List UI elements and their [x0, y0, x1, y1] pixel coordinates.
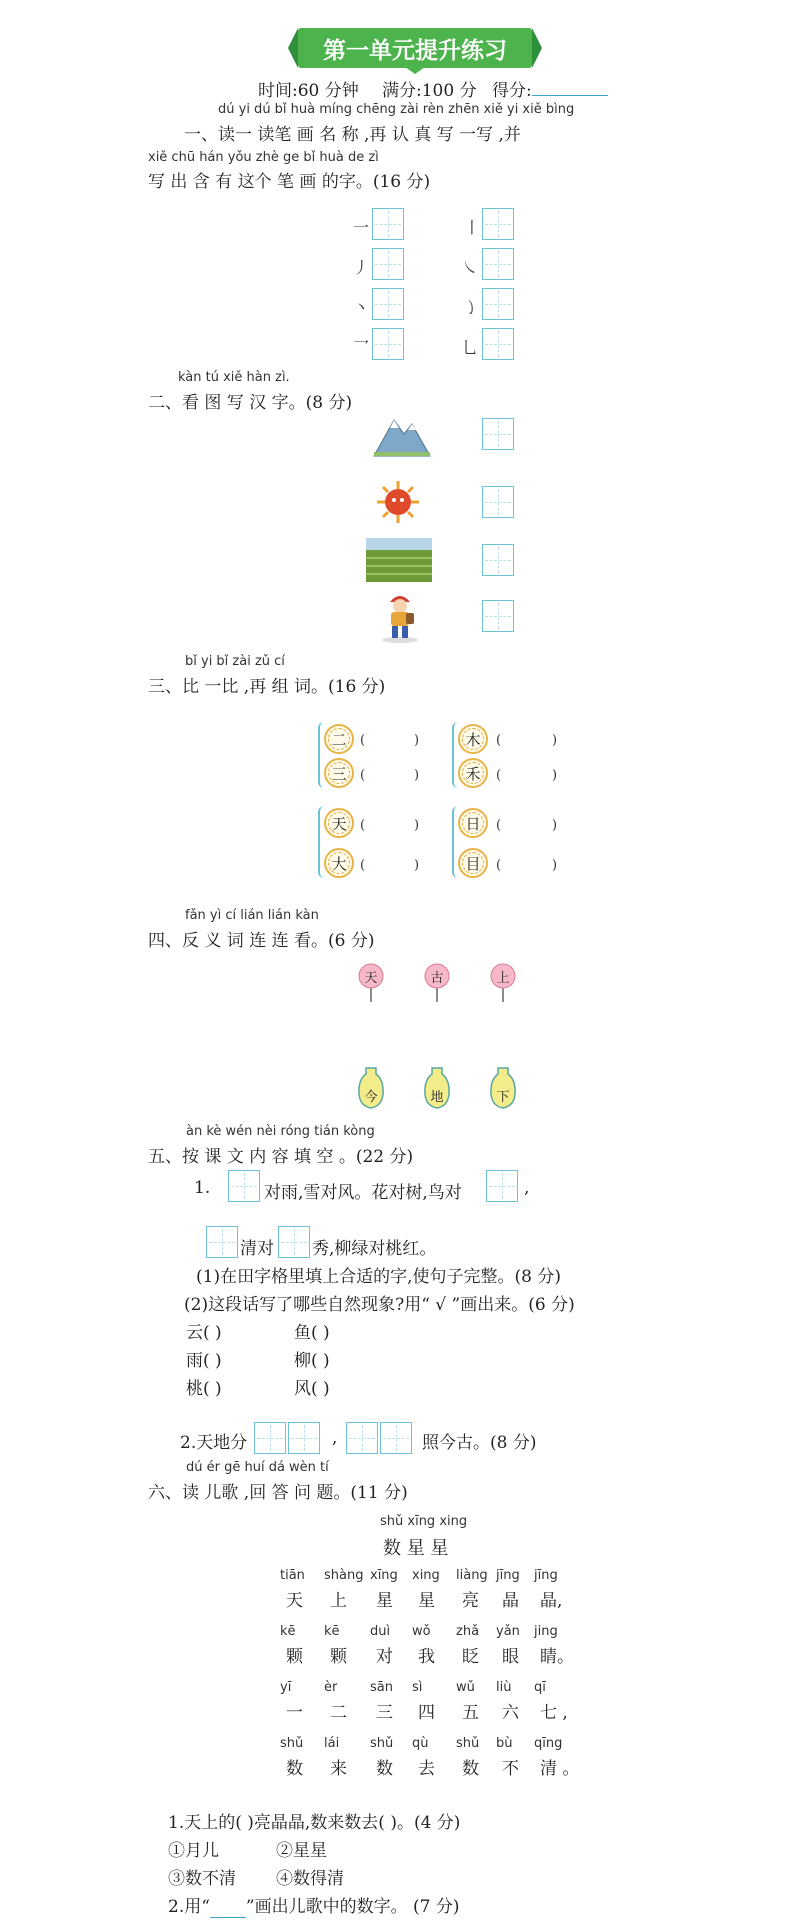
answer-paren-open: ( [360, 733, 366, 748]
poem-pinyin: bù [496, 1736, 513, 1751]
answer-paren-open: ( [360, 858, 366, 873]
poem-char: 去 [418, 1759, 435, 1779]
choice-item[interactable]: 桃( ) [186, 1379, 222, 1399]
q5-item2-b: 照今古。(8 分) [422, 1433, 537, 1453]
choice-item[interactable]: 鱼( ) [294, 1323, 330, 1343]
poem-char: 一 [286, 1703, 303, 1723]
poem-char: 数 [462, 1759, 479, 1779]
poem-pinyin: sì [412, 1680, 423, 1695]
q2-pinyin: kàn tú xiě hàn zì. [178, 370, 290, 385]
stroke-left-4: 乛 [353, 338, 370, 357]
vase[interactable] [356, 1066, 386, 1110]
poem-char: 数 [286, 1759, 303, 1779]
char-medal: 木 [458, 724, 488, 754]
answer-paren-close: ) [552, 733, 558, 748]
poem-char: 我 [418, 1647, 435, 1667]
vase-label: 今 [364, 1090, 378, 1105]
answer-paren-open: ( [360, 768, 366, 783]
poem-pinyin: qù [412, 1736, 429, 1751]
choice-item[interactable]: 云( ) [186, 1323, 222, 1343]
tianzige-box[interactable] [482, 248, 514, 280]
flower[interactable] [488, 962, 518, 1002]
got-label: 得分: [492, 81, 532, 101]
poem-pinyin: duì [370, 1624, 391, 1639]
q5-item2-comma: , [332, 1428, 338, 1448]
q4-pinyin: fǎn yì cí lián lián kàn [185, 908, 319, 923]
qa2-prefix: 2.用“ [168, 1897, 210, 1917]
answer-paren-close: ) [552, 768, 558, 783]
vase[interactable] [422, 1066, 452, 1110]
char-medal: 大 [324, 848, 354, 878]
char-medal: 二 [324, 724, 354, 754]
q6-pinyin: dú ér gē huí dá wèn tí [186, 1460, 329, 1475]
stroke-right-1: 丨 [464, 218, 481, 237]
tianzige-box[interactable] [254, 1422, 286, 1454]
poem-pinyin: wǔ [456, 1680, 475, 1695]
poem-char: 二 [330, 1703, 347, 1723]
q5-sub2: (2)这段话写了哪些自然现象?用“ √ ”画出来。(6 分) [184, 1295, 575, 1315]
q5-line: 五、按 课 文 内 容 填 空 。(22 分) [148, 1147, 414, 1167]
answer-paren-open: ( [496, 768, 502, 783]
poem-pinyin: shǔ [370, 1736, 394, 1751]
poem-char: 睛。 [540, 1647, 574, 1667]
poem-pinyin: lái [324, 1736, 340, 1751]
tianzige-box[interactable] [372, 328, 404, 360]
answer-paren-close: ) [414, 768, 420, 783]
answer-paren-close: ) [552, 858, 558, 873]
score-info: 满分:100 分 [382, 81, 477, 101]
q1-pinyin-2: xiě chū hán yǒu zhè ge bǐ huà de zì [148, 150, 379, 165]
poem-char: 晶, [540, 1591, 563, 1611]
poem-pinyin: shàng [324, 1568, 364, 1583]
poem-pinyin: sān [370, 1680, 393, 1695]
q5-item2-a: 2.天地分 [180, 1433, 248, 1453]
poem-pinyin: liù [496, 1680, 512, 1695]
person-picture [378, 590, 422, 644]
tianzige-box[interactable] [206, 1226, 238, 1258]
tianzige-box[interactable] [380, 1422, 412, 1454]
poem-pinyin: jīng [534, 1568, 558, 1583]
poem-char: 颗 [330, 1647, 347, 1667]
time-info: 时间:60 分钟 [258, 81, 359, 101]
choice-item[interactable]: 雨( ) [186, 1351, 222, 1371]
tianzige-box[interactable] [278, 1226, 310, 1258]
vase[interactable] [488, 1066, 518, 1110]
stroke-left-1: 一 [353, 218, 370, 237]
poem-pinyin: yī [280, 1680, 292, 1695]
tianzige-box[interactable] [486, 1170, 518, 1202]
poem-pinyin: jīng [496, 1568, 520, 1583]
tianzige-box[interactable] [482, 328, 514, 360]
answer-paren-open: ( [496, 733, 502, 748]
poem-char: 三 [376, 1703, 393, 1723]
flower-label: 古 [430, 971, 444, 986]
char-medal: 禾 [458, 758, 488, 788]
poem-pinyin: kē [324, 1624, 340, 1639]
answer-paren-close: ) [414, 733, 420, 748]
stroke-right-3: ㇁ [462, 298, 479, 317]
poem-pinyin: shǔ [456, 1736, 480, 1751]
option-d[interactable]: ④数得清 [276, 1869, 344, 1889]
stroke-right-4: 乚 [462, 338, 479, 357]
tianzige-box[interactable] [228, 1170, 260, 1202]
answer-paren-open: ( [360, 818, 366, 833]
poem-pinyin: xīng [370, 1568, 398, 1583]
poem-char: 晶 [502, 1591, 519, 1611]
char-medal: 三 [324, 758, 354, 788]
poem-char: 来 [330, 1759, 347, 1779]
flower[interactable] [422, 962, 452, 1002]
q1-pinyin-1: dú yi dú bǐ huà míng chēng zài rèn zhēn xiě yi xiě bìng [218, 102, 575, 117]
q5-pinyin: àn kè wén nèi róng tián kòng [186, 1124, 375, 1139]
poem-pinyin: èr [324, 1680, 338, 1695]
poem-pinyin: zhǎ [456, 1624, 480, 1639]
char-medal: 目 [458, 848, 488, 878]
poem-char: 六 [502, 1703, 519, 1723]
poem-char: 数 [376, 1759, 393, 1779]
tianzige-box[interactable] [482, 288, 514, 320]
q5-item1-b: 清对 [240, 1239, 274, 1259]
poem-char: 清 。 [540, 1759, 580, 1779]
flower-label: 天 [364, 971, 378, 986]
q1-line-1: 一、读一 读笔 画 名 称 ,再 认 真 写 一写 ,并 [184, 125, 521, 145]
qa2 [168, 1892, 460, 1918]
vase-label: 地 [430, 1090, 444, 1105]
tianzige-box[interactable] [346, 1422, 378, 1454]
q6-line: 六、读 儿歌 ,回 答 问 题。(11 分) [148, 1483, 408, 1503]
q3-line: 三、比 一比 ,再 组 词。(16 分) [148, 677, 386, 697]
poem-pinyin: kē [280, 1624, 296, 1639]
poem-pinyin: xing [412, 1568, 440, 1583]
stroke-left-2: 丿 [353, 258, 370, 277]
mountain-picture [372, 412, 432, 458]
tianzige-box[interactable] [482, 486, 514, 518]
char-medal: 天 [324, 808, 354, 838]
poem-pinyin: qīng [534, 1736, 563, 1751]
tianzige-box[interactable] [482, 544, 514, 576]
poem-char: 不 [502, 1759, 519, 1779]
poem-char: 颗 [286, 1647, 303, 1667]
poem-char: 五 [462, 1703, 479, 1723]
poem-char: 眼 [502, 1647, 519, 1667]
poem-char: 天 [286, 1591, 303, 1611]
poem-char: 星 [376, 1591, 393, 1611]
poem-pinyin: liàng [456, 1568, 488, 1583]
q5-item1-c: 秀,柳绿对桃红。 [312, 1239, 437, 1259]
poem-pinyin: yǎn [496, 1624, 520, 1639]
q5-item1-comma: , [524, 1178, 530, 1198]
answer-paren-close: ) [552, 818, 558, 833]
q1-line-2: 写 出 含 有 这个 笔 画 的字。(16 分) [148, 172, 431, 192]
q5-item1-a: 对雨,雪对风。花对树,鸟对 [264, 1183, 462, 1203]
choice-item[interactable]: 风( ) [294, 1379, 330, 1399]
score-blank[interactable] [532, 81, 608, 96]
tianzige-box[interactable] [482, 418, 514, 450]
title-banner-arrow [405, 67, 425, 74]
poem-pinyin: shǔ [280, 1736, 304, 1751]
flower[interactable] [356, 962, 386, 1002]
poem-char: 四 [418, 1703, 435, 1723]
q3-pinyin: bǐ yi bǐ zài zǔ cí [185, 654, 285, 669]
poem-pinyin: wǒ [412, 1624, 431, 1639]
poem-title: 数 星 星 [383, 1538, 449, 1559]
poem-title-pinyin: shǔ xīng xing [380, 1514, 468, 1529]
poem-pinyin: jing [534, 1624, 558, 1639]
qa2-suffix: ”画出儿歌中的数字。 (7 分) [245, 1897, 460, 1917]
stroke-right-2: ㇏ [462, 258, 479, 277]
title-banner [298, 28, 532, 68]
q5-sub1: (1)在田字格里填上合适的字,使句子完整。(8 分) [196, 1267, 561, 1287]
tianzige-box[interactable] [372, 248, 404, 280]
field-picture [366, 538, 432, 582]
vase-label: 下 [496, 1090, 510, 1105]
choice-item[interactable]: 柳( ) [294, 1351, 330, 1371]
tianzige-box[interactable] [288, 1422, 320, 1454]
poem-char: 七 , [540, 1703, 568, 1723]
stroke-left-3: 丶 [353, 298, 370, 317]
poem-char: 星 [418, 1591, 435, 1611]
q2-line: 二、看 图 写 汉 字。(8 分) [148, 393, 353, 413]
option-b[interactable]: ②星星 [276, 1841, 327, 1861]
option-c[interactable]: ③数不清 [168, 1869, 236, 1889]
flower-label: 上 [496, 971, 510, 986]
qa1: 1.天上的( )亮晶晶,数来数去( )。(4 分) [168, 1813, 461, 1833]
sun-picture [376, 480, 420, 524]
answer-paren-open: ( [496, 858, 502, 873]
answer-paren-close: ) [414, 858, 420, 873]
tianzige-box[interactable] [482, 600, 514, 632]
poem-char: 上 [330, 1591, 347, 1611]
underline-sample [210, 1897, 246, 1918]
answer-paren-close: ) [414, 818, 420, 833]
char-medal: 日 [458, 808, 488, 838]
tianzige-box[interactable] [482, 208, 514, 240]
got-info [492, 76, 608, 101]
tianzige-box[interactable] [372, 208, 404, 240]
answer-paren-open: ( [496, 818, 502, 833]
poem-pinyin: tiān [280, 1568, 305, 1583]
q5-item1-num: 1. [194, 1178, 211, 1198]
poem-char: 眨 [462, 1647, 479, 1667]
poem-pinyin: qī [534, 1680, 546, 1695]
tianzige-box[interactable] [372, 288, 404, 320]
poem-char: 对 [376, 1647, 393, 1667]
option-a[interactable]: ①月儿 [168, 1841, 219, 1861]
q4-line: 四、反 义 词 连 连 看。(6 分) [148, 931, 375, 951]
poem-char: 亮 [462, 1591, 479, 1611]
page-title: 第一单元提升练习 [323, 37, 507, 64]
